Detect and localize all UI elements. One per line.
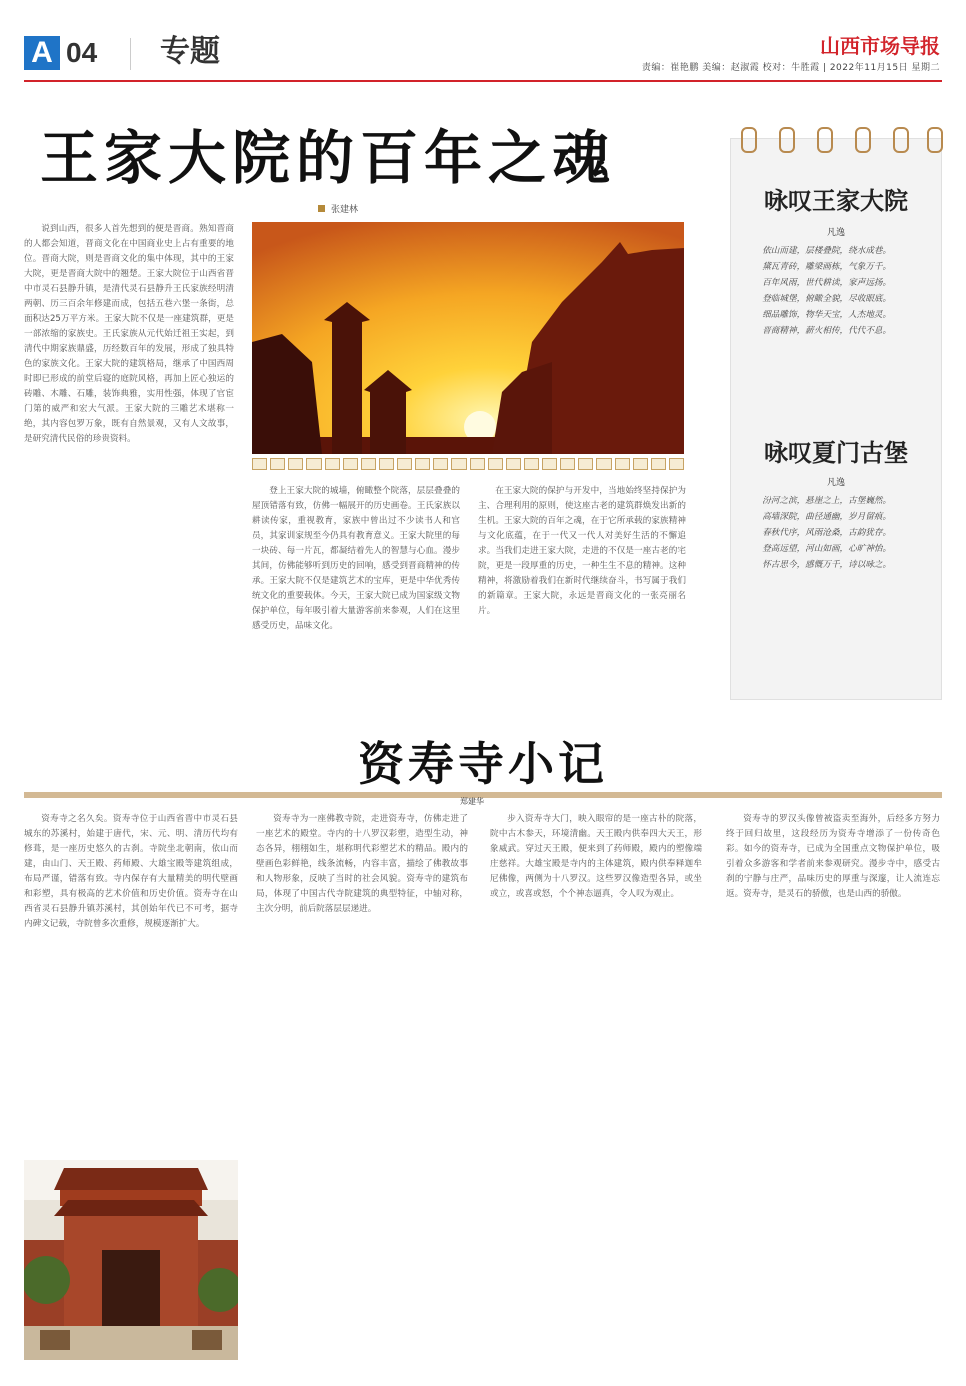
page-number: 04 (66, 37, 98, 68)
section-title: 专题 (160, 34, 220, 69)
poem-body: 依山而建，层楼叠院，绕水成巷。 黛瓦青砖，雕梁画栋，气象万千。 百年风雨，世代耕读，家声远扬。 登临城堡，俯瞰全貌，尽收眼底。 细品雕饰，物华天宝，人杰地灵。 晋商精神，薪火相传，代代不息。 (762, 246, 892, 336)
binder-ring (927, 127, 943, 153)
header-divider (130, 38, 131, 70)
binder-ring (893, 127, 909, 153)
article-byline: 张建林 (318, 202, 358, 215)
article-headline: 王家大院的百年之魂 (40, 124, 617, 192)
binder-ring (855, 127, 871, 153)
binder-ring (779, 127, 795, 153)
article-headline: 资寿寺小记 (358, 737, 608, 791)
poem-title: 咏叹王家大院 (764, 187, 908, 215)
article-column-2: 登上王家大院的城墙，俯瞰整个院落，层层叠叠的屋顶错落有致，仿佛一幅展开的历史画卷。王氏家族以耕读传家，重视教育，家族中曾出过不少读书人和官员，其家训家规至今仍具有教育意义。王家大院里的每一块砖、每一片瓦，都凝结着先人的智慧与心血。漫步其间，仿佛能够听到历史的回响，感受到晋商精神的传承。王家大院不仅是建筑艺术的宝库，更是中华优秀传统文化的重要载体。今天，王家大院已成为国家级文物保护单位，每年吸引着大量游客前来参观，人们在这里感受历史，品味文化。 (252, 486, 460, 631)
article-column-1: 资寿寺之名久矣。资寿寺位于山西省晋中市灵石县城东的苏溪村，始建于唐代，宋、元、明、清历代均有修葺，是一座历史悠久的古刹。寺院坐北朝南，依山而建，由山门、天王殿、药师殿、大雄宝殿等建筑组成，布局严谨，错落有致。寺内保存有大量精美的明代壁画和彩塑，具有极高的艺术价值和历史价值。资寿寺在山西省灵石县静升镇苏溪村，其创始年代已不可考，据寺内碑文记载，寺院曾多次重修，规模逐渐扩大。 (24, 814, 238, 929)
poem-title: 咏叹夏门古堡 (764, 439, 908, 467)
editor-credits: 责编：崔艳鹏 美编：赵淑霞 校对：牛胜霞 | 2022年11月15日 星期二 (641, 63, 940, 73)
section-badge: A (24, 36, 60, 70)
article-column-3: 在王家大院的保护与开发中，当地始终坚持保护为主、合理利用的原则，使这座古老的建筑群焕发出新的生机。王家大院的百年之魂，在于它所承载的家族精神与文化底蕴，在于一代又一代人对美好生活的不懈追求。当我们走进王家大院，走进的不仅是一座古老的宅院，更是一段厚重的历史，一种生生不息的精神。这种精神，将激励着我们在新时代继续奋斗，书写属于我们的新篇章。王家大院，永远是晋商文化的一张亮丽名片。 (478, 486, 686, 616)
article-column-1: 说到山西，很多人首先想到的便是晋商。熟知晋商的人都会知道，晋商文化在中国商业史上占有重要的地位。晋商大院，则是晋商文化的集中体现，其中的王家大院，更是晋商大院中的翘楚。王家大院位于山西省晋中市灵石县静升镇，是清代灵石县静升王氏家族经明清两朝、历三百余年修建而成，包括五巷六堡一条街，总面积达25万平方米。王家大院不仅是一座建筑群，更是一部浓缩的家族史。王氏家族从元代始迁祖王实起，到清代中期家族鼎盛，历经数百年的发展，形成了独具特色的家族文化。王家大院的建筑格局，继承了中国西周时即已形成的前堂后寝的庭院风格，再加上匠心独运的砖雕、木雕、石雕，装饰典雅，实用性强，体现了官宦门第的威严和宏大气派。王家大院的三雕艺术堪称一绝，其内容包罗万象，既有自然景观，又有人文故事，是研究清代民俗的珍贵资料。 (24, 224, 234, 444)
poem-sidebar (730, 138, 942, 700)
poem-body: 汾河之滨，悬崖之上，古堡巍然。 高墙深院，曲径通幽，岁月留痕。 春秋代序，风雨沧桑，古韵犹存。 登高远望，河山如画，心旷神怡。 怀古思今，感慨万千，诗以咏之。 (762, 496, 892, 570)
article-column-2: 资寿寺为一座佛教寺院，走进资寿寺，仿佛走进了一座艺术的殿堂。寺内的十八罗汉彩塑，造型生动，神态各异，栩栩如生，堪称明代彩塑艺术的精品。殿内的壁画色彩鲜艳，线条流畅，内容丰富，描绘了佛教故事和人物形象，反映了当时的社会风貌。资寿寺的建筑布局，体现了中国古代寺院建筑的典型特征，中轴对称，主次分明，前后院落层层递进。 (256, 814, 468, 914)
article-column-3: 步入资寿寺大门，映入眼帘的是一座古朴的院落，院中古木参天，环境清幽。天王殿内供奉四大天王，形象威武。穿过天王殿，便来到了药师殿，殿内的塑像端庄慈祥。大雄宝殿是寺内的主体建筑，殿内供奉释迦牟尼佛像，两侧为十八罗汉。这些罗汉像造型各异，或坐或立，或喜或怒，个个神态逼真，令人叹为观止。 (490, 814, 702, 899)
decorative-border-strip (252, 458, 684, 470)
header-rule (24, 80, 942, 82)
binder-ring (741, 127, 757, 153)
poem-author: 凡逸 (826, 228, 845, 238)
binder-ring (817, 127, 833, 153)
poem-author: 凡逸 (826, 478, 845, 488)
sunset-courtyard-photo (252, 222, 684, 454)
article-byline: 郑建华 (460, 797, 484, 806)
newspaper-name: 山西市场导报 (820, 34, 940, 58)
article-column-4: 资寿寺的罗汉头像曾被盗卖至海外，后经多方努力终于回归故里，这段经历为资寿寺增添了一份传奇色彩。如今的资寿寺，已成为全国重点文物保护单位，吸引着众多游客和学者前来参观研究。漫步寺中，感受古刹的宁静与庄严，品味历史的厚重与深邃，让人流连忘返。资寿寺，是灵石的骄傲，也是山西的骄傲。 (726, 814, 940, 899)
temple-gate-photo (24, 1160, 238, 1360)
